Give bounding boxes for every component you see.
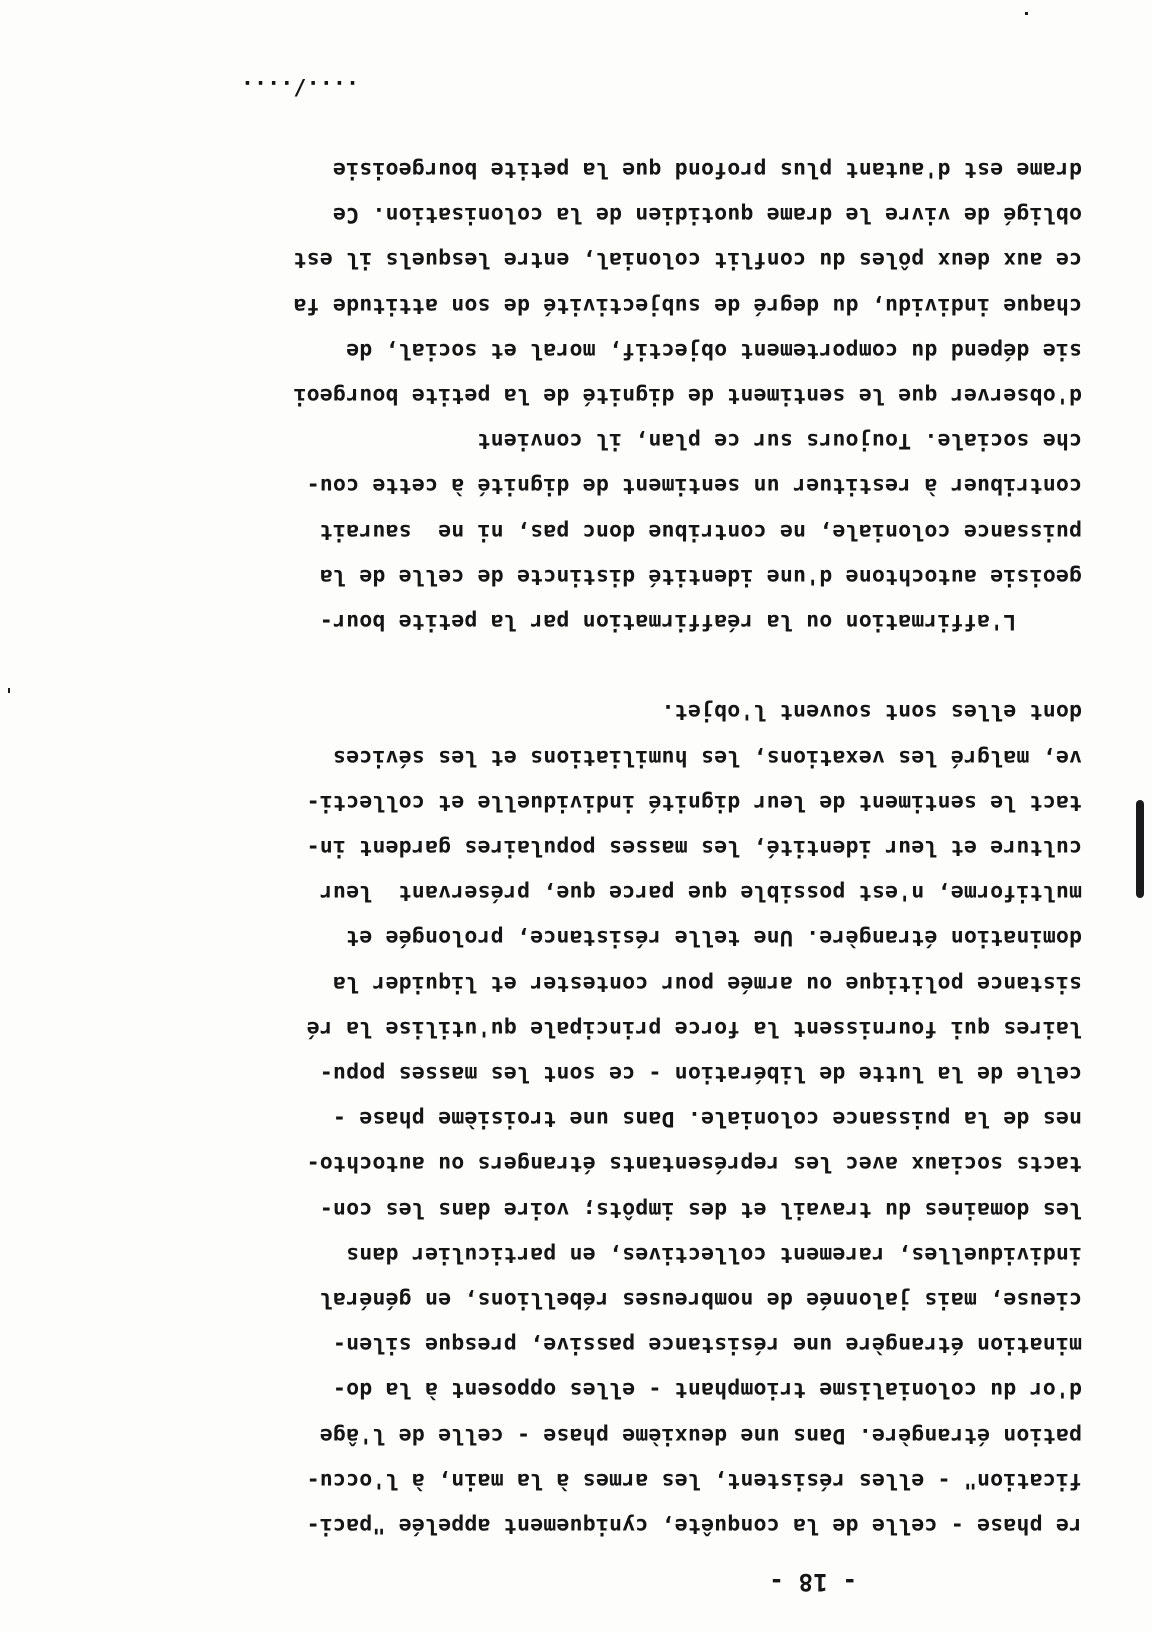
text-line: drame est d'autant plus profond que la petite bourgeoisie: [332, 157, 1082, 182]
scan-speck: [1025, 12, 1028, 15]
text-line: sistance politique ou armée pour contester et liquider la: [332, 970, 1082, 996]
text-line: individuelles, rarement collectives, en particulier dans: [345, 1241, 1082, 1267]
text-line: ve, malgré les vexations, les humiliations et les sévices: [332, 744, 1082, 770]
text-line: mination étrangère une résistance passive, presque silen-: [332, 1332, 1082, 1358]
text-line: cieuse, mais jalonnée de nombreuses rébellions, en général: [319, 1287, 1082, 1312]
text-line: tact le sentiment de leur dignité individuelle et collecti-: [306, 789, 1082, 815]
text-line: multiforme, n'est possible que parce que, préservant leur: [319, 880, 1082, 906]
text-line: sie dépend du comportement objectif, moral et social, de: [345, 337, 1082, 363]
text-line: les domaines du travail et des impôts; voire dans les con-: [319, 1196, 1082, 1222]
text-line: d'observer que le sentiment de dignité de la petite bourgeoi: [293, 383, 1082, 408]
page-number: - 18 -: [769, 1568, 857, 1596]
text-line: domination étrangère. Une telle résistance, prolongée et: [345, 925, 1082, 951]
text-line: che sociale. Toujours sur ce plan, il convient: [477, 428, 1082, 454]
text-line: contribuer à restituer un sentiment de dignité à cette cou-: [306, 473, 1082, 499]
text-line: pation étrangère. Dans une deuxième phase - celle de l'âge: [319, 1422, 1082, 1448]
text-line: chaque individu, du degré de subjectivité de son attitude fa: [293, 292, 1082, 318]
text-line: L'affirmation ou la réaffirmation par la petite bour-: [319, 609, 1082, 634]
text-line: geoisie autochtone d'une identité distincte de celle de la: [319, 563, 1082, 589]
text-line: culture et leur identité, les masses populaires gardent in-: [306, 835, 1082, 860]
text-line: ce aux deux pôles du conflit colonial, entre lesquels il est: [293, 247, 1082, 273]
text-line: fication" - elles résistent, les armes à la main, à l'occu-: [306, 1467, 1082, 1493]
text-line: laires qui fournissent la force principale qu'utilise la ré: [306, 1015, 1082, 1041]
binding-mark: [1136, 800, 1144, 898]
scan-speck: [8, 688, 10, 693]
text-line: dont elles sont souvent l'objet.: [661, 699, 1082, 725]
text-line: d'or du colonialisme triomphant - elles opposent à la do-: [332, 1377, 1082, 1403]
text-line: obligé de vivre le drame quotidien de la colonisation. Ce: [332, 202, 1082, 228]
continuation-marker: ..../....: [240, 75, 359, 100]
text-line: puissance coloniale, ne contribue donc pas, ni ne saurait: [319, 518, 1082, 544]
text-line: nes de la puissance coloniale. Dans une troisième phase -: [332, 1106, 1082, 1132]
text-line: re phase - celle de la conquête, cyniquement appelée "paci-: [306, 1513, 1082, 1538]
text-line: celle de la lutte de libération - ce sont les masses popu-: [319, 1061, 1082, 1086]
text-line: tacts sociaux avec les représentants étrangers ou autochto-: [306, 1151, 1082, 1177]
